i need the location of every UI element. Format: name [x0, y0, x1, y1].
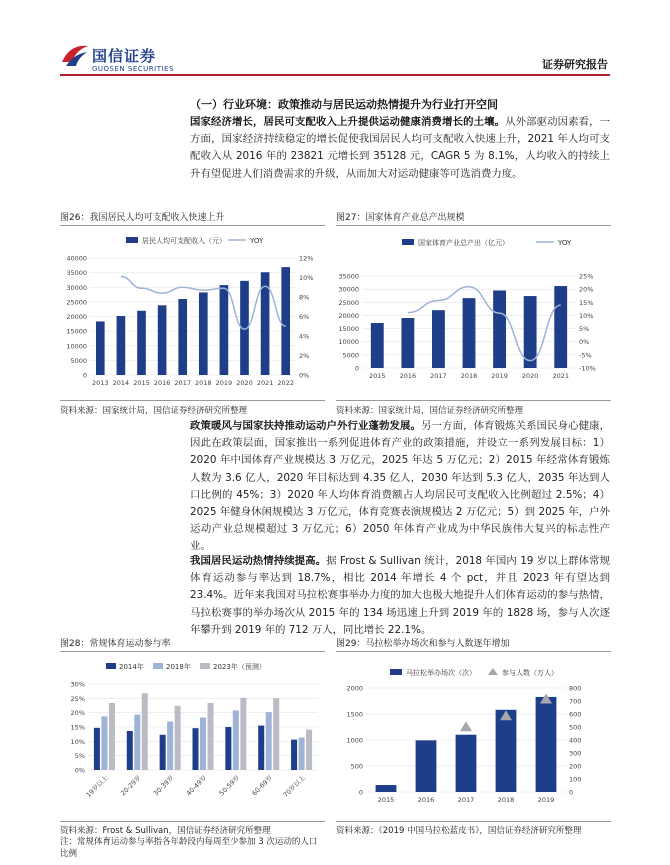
x-tick-label: 2017: [430, 372, 447, 380]
y-right-tick-label: 100: [569, 775, 582, 784]
y-right-tick-label: 0%: [579, 338, 590, 347]
bar: [463, 298, 476, 368]
paragraph-lead: 国家经济增长，居民可支配收入上升提供运动健康消费增长的土壤。: [190, 116, 506, 128]
legend-swatch-bar: [106, 663, 116, 669]
bar: [199, 292, 208, 375]
x-tick-label: 2020: [521, 372, 539, 380]
x-tick-label: 20-29岁: [119, 773, 143, 798]
legend-swatch-marker: [488, 668, 498, 675]
x-tick-label: 2018: [497, 796, 515, 804]
y-right-tick-label: 300: [569, 749, 582, 758]
y-right-tick-label: 25%: [579, 272, 594, 281]
fig28-note: 注：常规体育运动参与率指各年龄段内每周至少参加 3 次运动的人口比例: [60, 837, 318, 859]
legend-label: 2014年: [119, 663, 144, 671]
legend-swatch-bar: [153, 663, 163, 669]
fig27-chart: [336, 228, 611, 398]
x-tick-label: 30-39岁: [151, 773, 176, 798]
y-left-tick-label: 5000: [70, 356, 87, 365]
bar: [496, 710, 517, 792]
x-tick-label: 70岁以上: [281, 773, 307, 800]
x-tick-label: 60-69岁: [250, 773, 275, 798]
x-tick-label: 40-49岁: [184, 773, 209, 798]
y-left-tick-label: 15000: [338, 325, 359, 334]
bar: [432, 310, 445, 368]
x-tick-label: 2013: [92, 379, 109, 387]
x-tick-label: 19岁以上: [84, 773, 110, 800]
fig28-top-rule: [60, 651, 325, 652]
paragraph-participation: [190, 553, 610, 639]
paragraph-body: 另一方面，体育锻炼关系国民身心健康，因此在政策层面，国家推出一系列促进体育产业的政策措施，并设立一系列发展目标：1）2020 年中国体育产业规模达 3 万亿元，2025 年达 5 万亿元；2）2015 年经常体育锻炼人数为 3.6 亿人，2020 年目标达到 4.35 亿人，2030 年达到 5.3 亿人，2035 年达到人口比例的 45%；3）2020 年人均体育消费额占人均居民可支配收入比例超过 2.5%；4）2025 年健身休闲规模达 3 万亿元，体育竞赛表演规模达 2 万亿元；5）到 2025 年，户外运动产业总规模超过 3 万亿元；6）2050 年体育产业成为中华民族伟大复兴的标志性产业。: [190, 420, 610, 553]
fig29-chart: [336, 654, 611, 820]
x-tick-label: 2016: [153, 379, 171, 387]
legend-label: 马拉松举办场次（次）: [406, 669, 476, 677]
fig26-source: 资料来源：国家统计局，国信证券经济研究所整理: [60, 406, 248, 416]
y-right-tick-label: 12%: [299, 254, 314, 263]
bar: [266, 712, 272, 770]
bar: [233, 710, 239, 770]
legend-label: YOY: [250, 237, 264, 245]
legend-label: 2023年（预测）: [213, 663, 266, 671]
y-tick-label: 15%: [70, 723, 85, 732]
bar: [220, 285, 229, 375]
yoy-line: [408, 287, 561, 361]
fig27-bottom-rule: [336, 400, 611, 401]
paragraph-body: 从外部驱动因素看，一方面，国家经济持续稳定的增长促使我国居民人均可支配收入快速上升，2021 年人均可支配收入从 2016 年的 23821 元增长到 35128 元，CAGR 5 为 8.1%，人均收入的持续上升有望促进人们消费需求的升级，从而加大对运动健康等可选消费力度。: [190, 116, 611, 180]
logo-text-en: GUOSEN SECURITIES: [92, 65, 174, 73]
y-right-tick-label: 0: [569, 788, 574, 797]
bar: [376, 785, 397, 792]
bar: [134, 715, 140, 770]
bar: [127, 731, 133, 770]
legend-swatch-bar: [200, 663, 210, 669]
legend-swatch-bar: [126, 237, 138, 243]
fig29-caption: 图29：马拉松举办场次和参与人数逐年增加: [336, 639, 510, 649]
bar: [554, 286, 567, 368]
x-tick-label: 2018: [195, 379, 212, 387]
y-left-tick-label: 10000: [338, 338, 359, 347]
x-tick-label: 2019: [491, 372, 508, 380]
paragraph-body: 据 Frost & Sullivan 统计，2018 年国内 19 岁以上群体常规体育运动参与率达到 18.7%，相比 2014 年增长 4 个 pct，并且 2023 年有望达到 23.4%。近年来我国对马拉松赛事举办力度的加大也极大地提升人们体育运动的参与热情，马拉松赛事的举办场次从 2015 年的 134 场迅速上升到 2019 年的 1828 场，参与人次逐年攀升到 2019 年的 712 万人，同比增长 22.1%。: [190, 555, 610, 636]
y-right-tick-label: -5%: [579, 351, 592, 360]
y-right-tick-label: 400: [569, 736, 582, 745]
bar: [94, 728, 100, 770]
y-left-tick-label: 0: [358, 788, 363, 797]
bar: [158, 305, 167, 375]
fig28-chart: [60, 654, 325, 820]
bar: [117, 316, 126, 375]
y-right-tick-label: 6%: [299, 313, 310, 321]
bar: [160, 735, 166, 770]
fig27-top-rule: [336, 225, 611, 226]
bar: [456, 735, 477, 792]
y-tick-label: 20%: [70, 709, 85, 718]
y-right-tick-label: 200: [569, 762, 582, 771]
bar: [306, 730, 312, 770]
y-left-tick-label: 5000: [342, 351, 359, 360]
legend-swatch-bar: [390, 669, 402, 675]
y-right-tick-label: 600: [569, 710, 582, 719]
logo-text-cn: 国信证券: [92, 47, 157, 65]
x-tick-label: 2020: [236, 379, 253, 387]
x-tick-label: 2014: [112, 379, 130, 387]
bar: [200, 718, 206, 770]
x-tick-label: 2019: [215, 379, 233, 387]
x-tick-label: 2015: [377, 796, 395, 804]
paragraph-lead: 政策暖风与国家扶持推动运动户外行业蓬勃发展。: [190, 420, 422, 432]
guosen-logo-icon: [60, 40, 90, 70]
y-tick-label: 10%: [70, 737, 85, 746]
fig26-caption: 图26：我国居民人均可支配收入快速上升: [60, 213, 225, 223]
y-right-tick-label: 5%: [579, 325, 590, 334]
paragraph-policy: [190, 418, 610, 556]
bar: [273, 698, 279, 770]
bar: [96, 321, 105, 375]
fig28-source: 资料来源：Frost & Sullivan，国信证券经济研究所整理: [60, 826, 271, 836]
y-tick-label: 0%: [74, 766, 85, 775]
legend-label: 2018年: [166, 663, 191, 671]
bar: [208, 703, 214, 770]
fig29-source: 资料来源：《2019 中国马拉松蓝皮书》，国信证券经济研究所整理: [336, 826, 582, 836]
y-tick-label: 5%: [74, 752, 85, 761]
y-left-tick-label: 25000: [338, 298, 359, 307]
y-left-tick-label: 1000: [346, 736, 363, 745]
y-left-tick-label: 20000: [66, 313, 87, 321]
y-right-tick-label: 700: [569, 697, 582, 706]
fig29-top-rule: [336, 651, 611, 652]
bar: [137, 311, 146, 375]
y-right-tick-label: 15%: [579, 298, 594, 307]
bar: [178, 299, 187, 375]
legend-label: 居民人均可支配收入（元）: [142, 237, 226, 245]
x-tick-label: 2021: [256, 379, 274, 387]
y-left-tick-label: 500: [350, 762, 363, 771]
y-left-tick-label: 1500: [346, 710, 363, 719]
report-type-label: 证券研究报告: [542, 58, 608, 71]
bar: [493, 291, 506, 368]
y-left-tick-label: 25000: [66, 298, 87, 307]
bar: [167, 722, 173, 770]
x-tick-label: 50-59岁: [217, 773, 242, 798]
bar: [416, 740, 437, 792]
x-tick-label: 2017: [457, 796, 475, 804]
y-right-tick-label: 500: [569, 723, 582, 732]
y-right-tick-label: -10%: [579, 364, 596, 373]
fig27-caption: 图27：国家体育产业总产出规模: [336, 213, 465, 223]
y-right-tick-label: 10%: [579, 311, 594, 320]
fig28-caption: 图28：常规体育运动参与率: [60, 639, 171, 649]
y-left-tick-label: 0: [354, 364, 359, 373]
y-right-tick-label: 2%: [299, 352, 310, 360]
y-left-tick-label: 2000: [346, 684, 363, 693]
y-right-tick-label: 0%: [299, 371, 310, 380]
y-tick-label: 30%: [70, 680, 85, 689]
x-tick-label: 2018: [460, 372, 478, 380]
y-left-tick-label: 10000: [66, 342, 87, 351]
fig26-bottom-rule: [60, 400, 325, 401]
participants-marker: [460, 721, 472, 731]
legend-label: 国家体育产业总产出（亿元）: [418, 239, 509, 247]
header-divider: [60, 74, 610, 76]
y-left-tick-label: 0: [82, 371, 87, 380]
section-title: （一）行业环境：政策推动与居民运动热情提升为行业打开空间: [190, 98, 498, 111]
x-tick-label: 2015: [133, 379, 150, 387]
y-right-tick-label: 20%: [579, 285, 594, 294]
bar: [109, 703, 115, 770]
bar: [299, 738, 305, 770]
bar: [101, 716, 107, 770]
x-tick-label: 2021: [552, 372, 569, 380]
y-left-tick-label: 15000: [66, 327, 87, 336]
y-left-tick-label: 30000: [66, 283, 87, 292]
y-right-tick-label: 8%: [299, 293, 310, 302]
fig26-top-rule: [60, 225, 325, 226]
bar: [401, 318, 414, 368]
bar: [536, 697, 557, 792]
bar: [291, 740, 297, 770]
fig28-bottom-rule: [60, 821, 325, 822]
bar: [240, 698, 246, 770]
y-tick-label: 25%: [70, 694, 85, 703]
x-tick-label: 2019: [537, 796, 555, 804]
x-tick-label: 2015: [369, 372, 386, 380]
y-right-tick-label: 4%: [299, 332, 310, 341]
paragraph-lead: 我国居民运动热情持续提高。: [190, 555, 327, 567]
y-right-tick-label: 800: [569, 684, 582, 693]
y-left-tick-label: 30000: [338, 285, 359, 294]
y-left-tick-label: 20000: [338, 311, 359, 320]
bar: [175, 706, 181, 770]
x-tick-label: 2017: [174, 379, 191, 387]
y-right-tick-label: 10%: [299, 274, 314, 282]
legend-label: YOY: [558, 239, 572, 247]
y-left-tick-label: 35000: [66, 269, 87, 278]
bar: [524, 296, 537, 368]
fig26-chart: [60, 228, 325, 398]
bar: [142, 693, 148, 770]
x-tick-label: 2016: [417, 796, 435, 804]
bar: [258, 726, 264, 770]
x-tick-label: 2016: [399, 372, 417, 380]
legend-label: 参与人数（万人）: [502, 669, 558, 677]
bar: [281, 267, 290, 375]
bar: [371, 323, 384, 368]
x-tick-label: 2022: [277, 379, 294, 387]
fig29-bottom-rule: [336, 821, 611, 822]
paragraph-income: [190, 114, 610, 183]
bar: [193, 728, 199, 770]
y-left-tick-label: 35000: [338, 272, 359, 281]
y-left-tick-label: 40000: [66, 254, 87, 263]
fig27-source: 资料来源：国家统计局，国信证券经济研究所整理: [336, 406, 524, 416]
legend-swatch-bar: [402, 239, 414, 245]
bar: [225, 727, 231, 770]
